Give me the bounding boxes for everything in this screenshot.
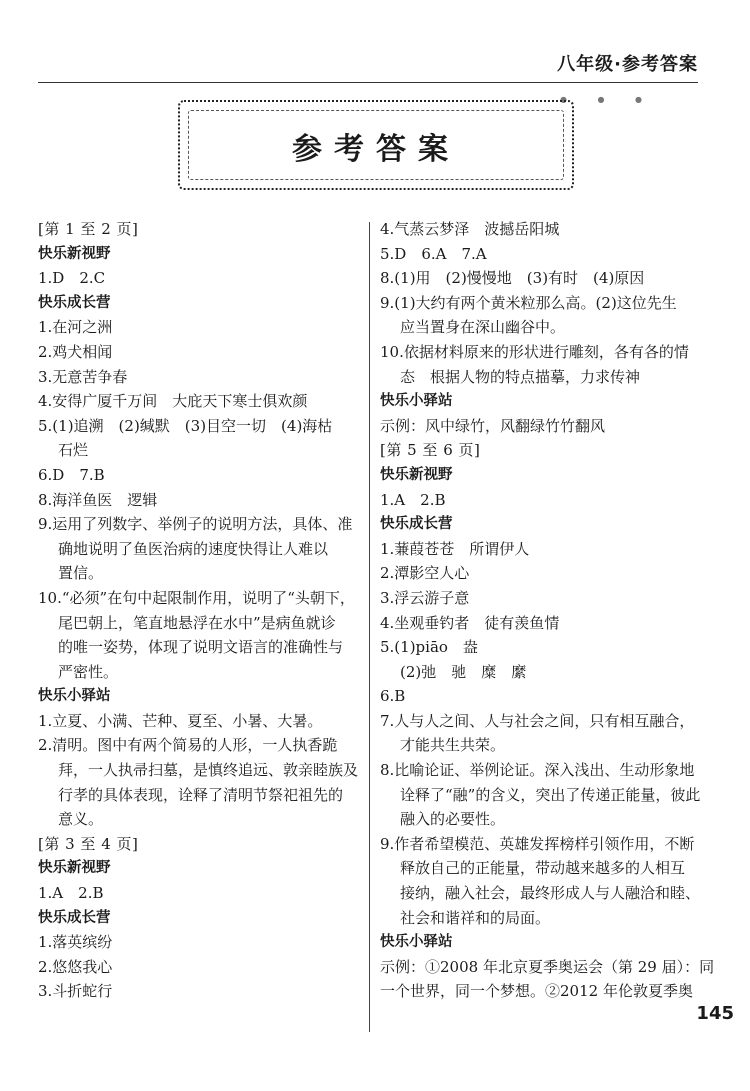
section-heading: 快乐成长营	[380, 516, 453, 533]
answer-line: (2)弛 驰 糜 縻	[400, 662, 527, 681]
answer-line: 4.坐观垂钓者 徒有羡鱼情	[380, 613, 560, 632]
answer-line: 示例：①2008 年北京夏季奥运会（第 29 届）：同	[380, 957, 715, 976]
answer-line: 8.比喻论证、举例论证。深入浅出、生动形象地	[380, 761, 695, 780]
answer-line: 诠释了“融”的含义，突出了传递正能量，彼此	[400, 785, 701, 804]
answer-line: 10.依据材料原来的形状进行雕刻，各有各的情	[380, 342, 689, 361]
answer-line: 5.D 6.A 7.A	[380, 244, 487, 263]
answer-line: 2.鸡犬相闻	[38, 342, 113, 361]
answer-line: 拜，一人执帚扫墓，是慎终追远、敦亲睦族及	[58, 761, 359, 780]
section-heading: 快乐新视野	[380, 466, 453, 483]
section-heading: 快乐成长营	[38, 294, 111, 311]
answer-line: 融入的必要性。	[400, 810, 506, 829]
answer-line: 1.落英缤纷	[38, 933, 113, 952]
answer-line: 1.蒹葭苍苍 所谓伊人	[380, 539, 530, 558]
header-label: 八年级·参考答案	[557, 54, 698, 75]
answer-line: 尾巴朝上，笔直地悬浮在水中”是病鱼就诊	[58, 613, 336, 632]
answer-line: 8.(1)用 (2)慢慢地 (3)有时 (4)原因	[380, 269, 645, 288]
answer-line: 严密性。	[58, 662, 119, 681]
answer-line: 6.B	[380, 687, 406, 706]
answer-line: 释放自己的正能量，带动越来越多的人相互	[400, 859, 686, 878]
answer-line: 接纳，融入社会，最终形成人与人融洽和睦、	[400, 884, 701, 903]
answer-line: 1.D 2.C	[38, 269, 106, 288]
header-dots: ● ● ●	[560, 95, 657, 104]
answer-line: 6.D 7.B	[38, 465, 105, 484]
section-heading: 快乐小驿站	[38, 688, 111, 705]
answer-line: 7.人与人之间、人与社会之间，只有相互融合，	[380, 711, 695, 730]
page-range-label: [第 3 至 4 页]	[38, 834, 139, 853]
header-rule	[38, 82, 698, 83]
column-divider	[369, 222, 370, 1032]
answer-line: 石烂	[58, 441, 89, 460]
page-range-label: [第 1 至 2 页]	[38, 220, 139, 238]
answer-line: 的唯一姿势，体现了说明文语言的准确性与	[58, 638, 344, 657]
answer-line: 意义。	[58, 810, 104, 829]
answer-line: 9.运用了列数字、举例子的说明方法，具体、准	[38, 515, 353, 534]
page-number: 145	[696, 1003, 734, 1024]
answer-line: 3.斗折蛇行	[38, 982, 113, 1001]
answer-line: 行孝的具体表现，诠释了清明节祭祀祖先的	[58, 785, 344, 804]
answer-line: 1.在河之洲	[38, 318, 113, 337]
answer-line: 4.安得广厦千万间 大庇天下寒士俱欢颜	[38, 392, 308, 411]
answer-line: 才能共生共荣。	[400, 736, 506, 755]
title-box	[178, 100, 574, 190]
answer-line: 5.(1)追溯 (2)缄默 (3)目空一切 (4)海枯	[38, 416, 333, 435]
answer-line: 2.潭影空人心	[380, 564, 470, 583]
section-heading: 快乐小驿站	[380, 934, 453, 951]
answer-line: 3.浮云游子意	[380, 588, 470, 607]
answer-line: 5.(1)piāo 盎	[380, 638, 478, 657]
answer-line: 3.无意苦争春	[38, 367, 128, 386]
answer-line: 9.作者希望模范、英雄发挥榜样引领作用，不断	[380, 834, 695, 853]
answer-line: 4.气蒸云梦泽 波撼岳阳城	[380, 220, 560, 238]
section-heading: 快乐成长营	[38, 909, 111, 926]
answer-line: 1.A 2.B	[380, 490, 446, 509]
answer-line: 8.海洋鱼医 逻辑	[38, 490, 158, 509]
answer-line: 态 根据人物的特点描摹，力求传神	[400, 367, 641, 386]
answer-line: 一个世界，同一个梦想。②2012 年伦敦夏季奥	[380, 982, 693, 1001]
page-range-label: [第 5 至 6 页]	[380, 441, 481, 460]
answer-line: 置信。	[58, 564, 104, 583]
answer-line: 2.清明。图中有两个简易的人形，一人执香跪	[38, 736, 338, 755]
left-column	[38, 217, 360, 1004]
right-column	[380, 217, 715, 1004]
answer-line: 示例：风中绿竹，风翻绿竹竹翻风	[380, 416, 606, 435]
section-heading: 快乐新视野	[38, 860, 111, 877]
answer-line: 应当置身在深山幽谷中。	[400, 318, 566, 337]
answer-line: 2.悠悠我心	[38, 957, 113, 976]
answer-line: 10.“必须”在句中起限制作用，说明了“头朝下，	[38, 588, 355, 607]
answer-line: 1.立夏、小满、芒种、夏至、小暑、大暑。	[38, 711, 323, 730]
answer-line: 社会和谐祥和的局面。	[400, 908, 551, 927]
answer-line: 确地说明了鱼医治病的速度快得让人难以	[58, 539, 329, 558]
section-heading: 快乐新视野	[38, 245, 111, 262]
answer-line: 9.(1)大约有两个黄米粒那么高。(2)这位先生	[380, 293, 677, 312]
answer-line: 1.A 2.B	[38, 884, 104, 903]
page-title: 参考答案	[292, 132, 460, 167]
section-heading: 快乐小驿站	[380, 393, 453, 410]
